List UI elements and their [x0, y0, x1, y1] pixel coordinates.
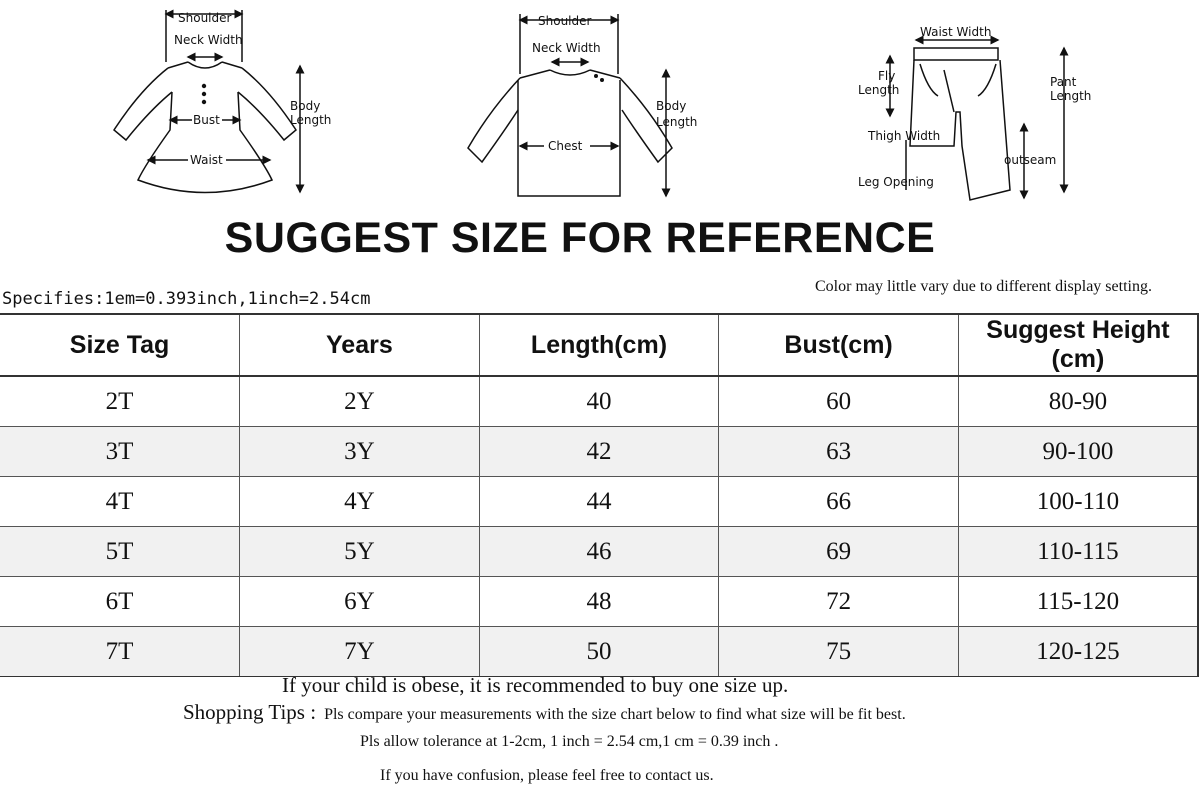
cell-bust: 69 [719, 527, 959, 577]
cell-years: 5Y [240, 527, 480, 577]
cell-height: 110-115 [958, 527, 1198, 577]
header-length: Length(cm) [479, 314, 719, 376]
cell-years: 6Y [240, 577, 480, 627]
cell-length: 42 [479, 427, 719, 477]
shirt-chest-label: Chest [548, 139, 583, 153]
shirt-length-label: Length [656, 115, 698, 129]
header-years: Years [240, 314, 480, 376]
dress-bust-label: Bust [193, 113, 220, 127]
dress-diagram [100, 0, 340, 210]
shirt-diagram [460, 0, 710, 210]
cell-bust: 75 [719, 627, 959, 677]
cell-size-tag: 3T [0, 427, 240, 477]
cell-bust: 60 [719, 376, 959, 427]
header-bust: Bust(cm) [719, 314, 959, 376]
size-chart-table [0, 313, 1199, 677]
cell-size-tag: 6T [0, 577, 240, 627]
cell-years: 4Y [240, 477, 480, 527]
dress-length-label: Length [290, 113, 332, 127]
page-title: SUGGEST SIZE FOR REFERENCE [224, 214, 936, 262]
shopping-tips [183, 700, 906, 725]
cell-height: 90-100 [958, 427, 1198, 477]
table-row [0, 376, 1198, 427]
pants-illustration [850, 0, 1100, 210]
dress-waist-label: Waist [190, 153, 223, 167]
cell-years: 3Y [240, 427, 480, 477]
pants-waist-width-label: Waist Width [920, 25, 992, 39]
shopping-tips-label: Shopping Tips : [183, 700, 317, 724]
table-row [0, 427, 1198, 477]
pants-thigh-width-label: Thigh Width [868, 129, 941, 143]
shirt-body-label: Body [656, 99, 687, 113]
dress-shoulder-label: Shoulder [178, 11, 232, 25]
dress-neck-width-label: Neck Width [174, 33, 243, 47]
cell-height: 100-110 [958, 477, 1198, 527]
table-header-row [0, 314, 1198, 376]
header-suggest-height: Suggest Height (cm) [958, 314, 1198, 376]
dress-illustration [100, 0, 340, 210]
cell-bust: 63 [719, 427, 959, 477]
obese-note: If your child is obese, it is recommended to buy one size up. [282, 673, 789, 697]
cell-height: 120-125 [958, 627, 1198, 677]
shirt-shoulder-label: Shoulder [538, 14, 592, 28]
table-row [0, 627, 1198, 677]
table-row [0, 527, 1198, 577]
cell-length: 40 [479, 376, 719, 427]
pants-outseam-label: outseam [1004, 153, 1057, 167]
table-row [0, 577, 1198, 627]
cell-length: 46 [479, 527, 719, 577]
pants-diagram [850, 0, 1100, 210]
cell-size-tag: 2T [0, 376, 240, 427]
pants-fly-length-label: Length [858, 83, 900, 97]
cell-size-tag: 4T [0, 477, 240, 527]
header-size-tag: Size Tag [0, 314, 240, 376]
pants-pant-label: Pant [1050, 75, 1077, 89]
table-row [0, 477, 1198, 527]
cell-size-tag: 5T [0, 527, 240, 577]
cell-bust: 72 [719, 577, 959, 627]
cell-length: 50 [479, 627, 719, 677]
cell-height: 80-90 [958, 376, 1198, 427]
shirt-illustration [460, 0, 710, 210]
cell-height: 115-120 [958, 577, 1198, 627]
tolerance-note: Pls allow tolerance at 1-2cm, 1 inch = 2.54 cm,1 cm = 0.39 inch . [360, 733, 779, 750]
cell-length: 44 [479, 477, 719, 527]
shopping-tips-text: Pls compare your measurements with the size chart below to find what size will be fit best. [324, 706, 906, 723]
unit-specification: Specifies:1em=0.393inch,1inch=2.54cm [2, 289, 371, 309]
dress-body-label: Body [290, 99, 321, 113]
pants-fly-label: Fly [878, 69, 896, 83]
cell-years: 2Y [240, 376, 480, 427]
cell-years: 7Y [240, 627, 480, 677]
color-disclaimer: Color may little vary due to different display setting. [815, 278, 1152, 295]
shirt-neck-width-label: Neck Width [532, 41, 601, 55]
contact-note: If you have confusion, please feel free to contact us. [380, 767, 714, 784]
cell-length: 48 [479, 577, 719, 627]
pants-leg-opening-label: Leg Opening [858, 175, 934, 189]
pants-length-label: Length [1050, 89, 1092, 103]
cell-bust: 66 [719, 477, 959, 527]
cell-size-tag: 7T [0, 627, 240, 677]
